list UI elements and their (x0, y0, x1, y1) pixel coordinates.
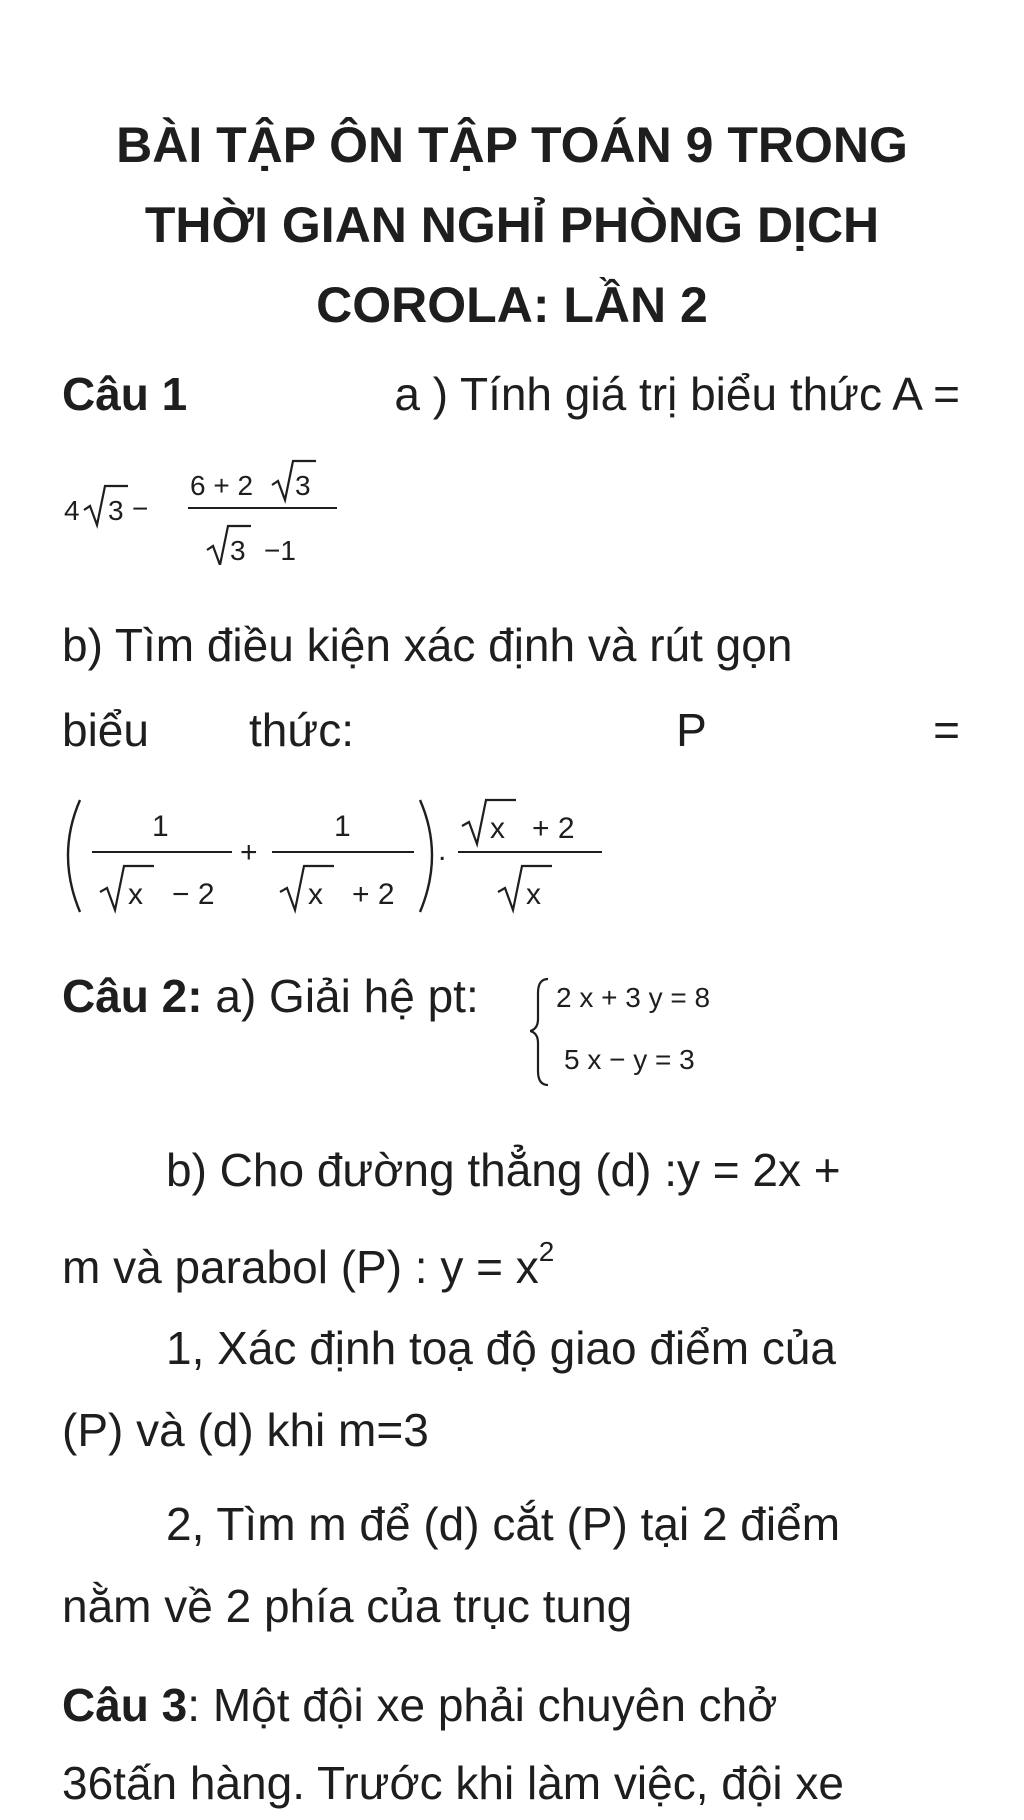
q2-s2-text-1: 2, Tìm m để (d) cắt (P) tại 2 điểm (166, 1498, 841, 1550)
q2-s2-line-2 (62, 1578, 962, 1634)
document-title (80, 105, 944, 345)
title-line-2: THỜI GIAN NGHỈ PHÒNG DỊCH (144, 197, 880, 253)
q3-text-2: 36tấn hàng. Trước khi làm việc, đội xe (62, 1757, 844, 1809)
q2-s1-line-2 (62, 1402, 962, 1458)
q2-a-line (62, 968, 962, 1024)
formula-a-rad-value: 3 (108, 495, 124, 526)
q1-b-line-1 (62, 617, 960, 673)
q3-line-1 (62, 1677, 962, 1733)
equation-system (530, 975, 770, 1095)
system-eq-2: 5 x − y = 3 (564, 1044, 695, 1075)
q2-b-line-2 (62, 1224, 962, 1295)
formula-p-f2-radical (280, 866, 334, 910)
formula-p-f2-tail: + 2 (352, 878, 395, 911)
q1-a-statement: a ) Tính giá trị biểu thức A = (394, 368, 960, 420)
formula-p-plus: + (240, 836, 258, 869)
formula-p-f3-tail: + 2 (532, 812, 575, 845)
formula-a-den-rad-value: 3 (230, 535, 246, 565)
formula-p-f3-var: x (490, 812, 505, 845)
q2-a-text: a) Giải hệ pt: (202, 970, 479, 1022)
q2-label: Câu 2: (62, 970, 203, 1022)
q1-a-text (62, 366, 960, 422)
q1-b-word-1: biểu (62, 704, 149, 756)
q1-b-line-2 (62, 702, 960, 758)
q3-text-1: : Một đội xe phải chuyên chở (187, 1679, 778, 1731)
formula-a-minus: − (132, 493, 149, 524)
formula-p-f1-radical (100, 866, 154, 910)
formula-p-dot: . (438, 834, 447, 867)
q2-s1-text-1: 1, Xác định toạ độ giao điểm của (166, 1322, 837, 1374)
title-line-3: COROLA: LẦN 2 (316, 277, 708, 333)
q2-s2-line-1 (62, 1496, 960, 1552)
system-brace (530, 979, 548, 1085)
system-eq-1: 2 x + 3 y = 8 (556, 982, 711, 1013)
q2-s2-text-2: nằm về 2 phía của trục tung (62, 1580, 633, 1632)
formula-p-right-paren (420, 800, 432, 912)
q2-b-line-1 (62, 1142, 960, 1198)
formula-a-den-tail: −1 (264, 535, 296, 565)
q1-b-word-3: P (676, 704, 707, 756)
q3-line-2 (62, 1755, 962, 1811)
formula-p-f1-tail: − 2 (172, 878, 215, 911)
formula-a-numerator: 6 + 2 (190, 470, 254, 501)
title-line-1: BÀI TẬP ÔN TẬP TOÁN 9 TRONG (116, 117, 908, 173)
formula-p-f1-var: x (128, 878, 143, 911)
q1-b-word-2: thức: (249, 704, 354, 756)
formula-a (62, 450, 362, 565)
q1-b-text-1: b) Tìm điều kiện xác định và rút gọn (62, 619, 793, 671)
q2-s1-line-1 (62, 1320, 960, 1376)
q2-b-text-2: m và parabol (P) : y = x (62, 1241, 539, 1293)
q1-b-word-4: = (933, 704, 960, 756)
formula-p-left-paren (68, 800, 80, 912)
formula-p-f3-radical (462, 800, 516, 844)
q2-b-text-1: b) Cho đường thẳng (d) :y = 2x + (166, 1144, 841, 1196)
formula-p (62, 790, 622, 920)
q1-label: Câu 1 (62, 368, 188, 420)
formula-p-f2-var: x (308, 878, 323, 911)
formula-p-f1-num: 1 (152, 810, 169, 843)
q2-s1-text-2: (P) và (d) khi m=3 (62, 1404, 429, 1456)
formula-p-f3-den-var: x (526, 878, 541, 911)
formula-p-f2-num: 1 (334, 810, 351, 843)
q3-label: Câu 3 (62, 1679, 188, 1731)
q2-b-exponent: 2 (538, 1236, 555, 1267)
formula-a-num-rad-value: 3 (295, 470, 311, 501)
formula-a-lead: 4 (64, 495, 80, 526)
formula-p-f3-den-radical (498, 866, 552, 910)
